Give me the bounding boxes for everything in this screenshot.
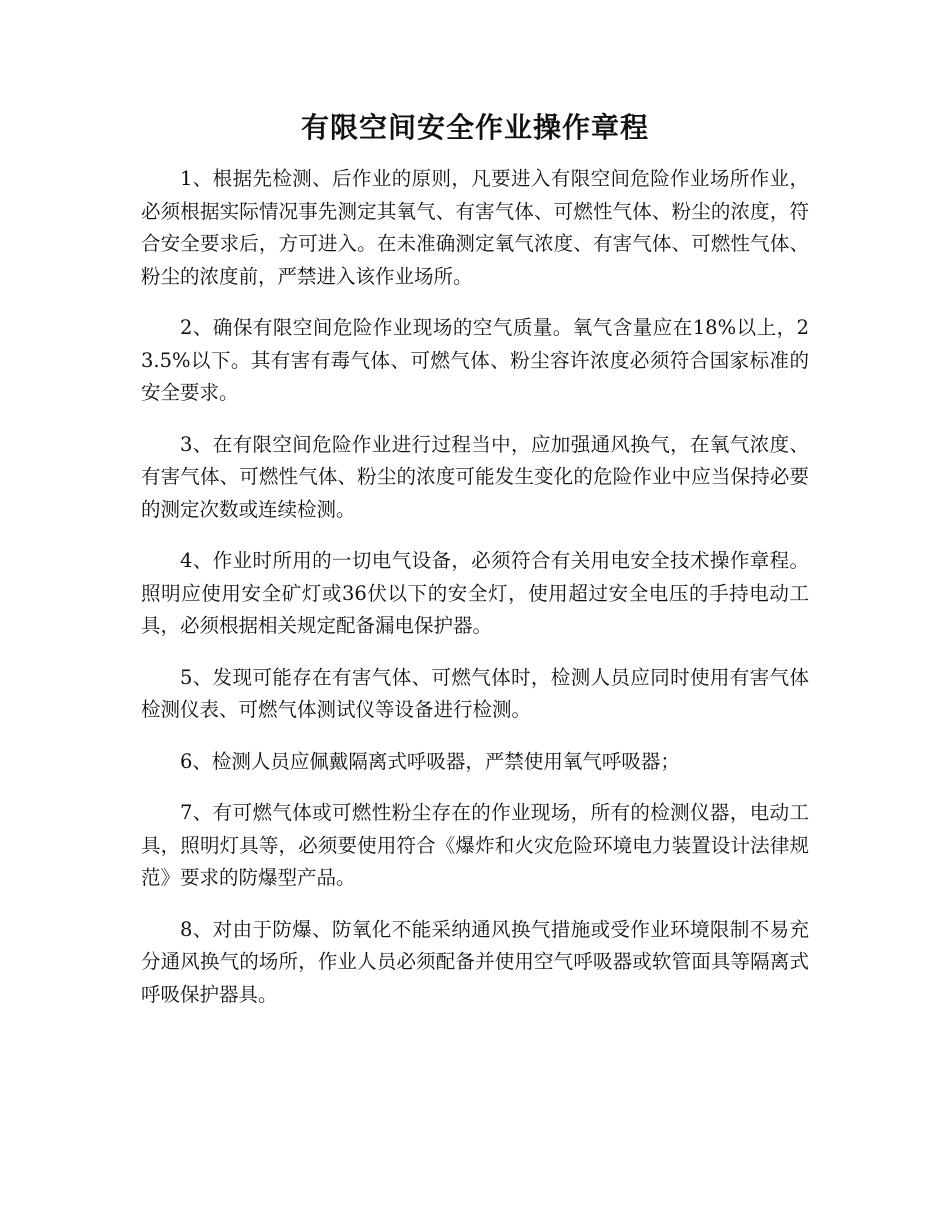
paragraph-3: 3、在有限空间危险作业进行过程当中，应加强通风换气，在氧气浓度、有害气体、可燃性气体、粉尘的浓度可能发生变化的危险作业中应当保持必要的测定次数或连续检测。	[141, 432, 809, 521]
document-body	[141, 163, 809, 1030]
paragraph-5: 5、发现可能存在有害气体、可燃气体时，检测人员应同时使用有害气体检测仪表、可燃气体测试仪等设备进行检测。	[141, 665, 809, 721]
paragraph-8: 8、对由于防爆、防氧化不能采纳通风换气措施或受作业环境限制不易充分通风换气的场所，作业人员必须配备并使用空气呼吸器或软管面具等隔离式呼吸保护器具。	[141, 917, 809, 1006]
paragraph-2: 2、确保有限空间危险作业现场的空气质量。氧气含量应在18%以上，23.5%以下。其有害有毒气体、可燃气体、粉尘容许浓度必须符合国家标准的安全要求。	[141, 316, 809, 404]
paragraph-6: 6、检测人员应佩戴隔离式呼吸器，严禁使用氧气呼吸器；	[180, 749, 680, 773]
document-title: 有限空间安全作业操作章程	[300, 111, 649, 144]
paragraph-7: 7、有可燃气体或可燃性粉尘存在的作业现场，所有的检测仪器，电动工具，照明灯具等，必须要使用符合《爆炸和火灾危险环境电力装置设计法律规范》要求的防爆型产品。	[141, 801, 809, 889]
paragraph-4: 4、作业时所用的一切电气设备，必须符合有关用电安全技术操作章程。照明应使用安全矿灯或36伏以下的安全灯，使用超过安全电压的手持电动工具，必须根据相关规定配备漏电保护器。	[141, 549, 809, 637]
paragraph-1: 1、根据先检测、后作业的原则，凡要进入有限空间危险作业场所作业，必须根据实际情况事先测定其氧气、有害气体、可燃性气体、粉尘的浓度，符合安全要求后，方可进入。在未准确测定氧气浓度、有害气体、可燃性气体、粉尘的浓度前，严禁进入该作业场所。	[141, 167, 809, 288]
